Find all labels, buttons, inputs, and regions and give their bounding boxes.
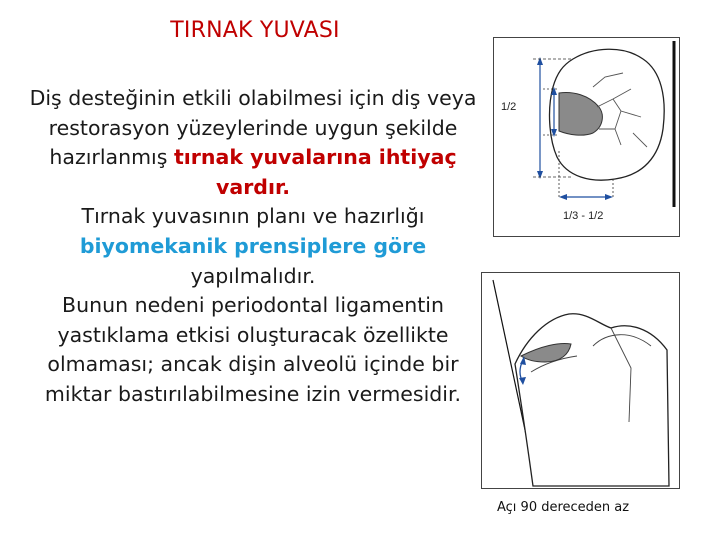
paragraph-1 [30, 86, 477, 199]
para1-text: Diş desteğinin etkili olabilmesi için diş veya restorasyon yüzeylerinde uygun şekilde hazırlanmış [29, 86, 477, 170]
figure-caption: Açı 90 dereceden az [497, 500, 630, 515]
tooth-occlusal-figure [493, 37, 680, 237]
body-text [18, 84, 488, 410]
label-range: 1/3 - 1/2 [563, 210, 604, 222]
tooth-crown-outline [515, 314, 669, 486]
tooth-proximal-figure [481, 272, 680, 489]
paragraph-2 [80, 204, 426, 287]
slide-title: TIRNAK YUVASI [170, 18, 340, 43]
para1-highlight: tırnak yuvalarına ihtiyaç vardır. [173, 145, 457, 199]
para2-end: yapılmalıdır. [190, 263, 316, 288]
paragraph-3: Bunun nedeni periodontal ligamentin yastıklama etkisi oluşturacak özellikte olmaması; ancak dişin alveolü içinde bir miktar bastırılabilmesine izin vermesidir. [44, 293, 462, 406]
para2-text: Tırnak yuvasının planı ve hazırlığı [81, 204, 425, 229]
label-half: 1/2 [501, 101, 517, 113]
para2-highlight: biyomekanik prensiplere göre [79, 233, 427, 258]
